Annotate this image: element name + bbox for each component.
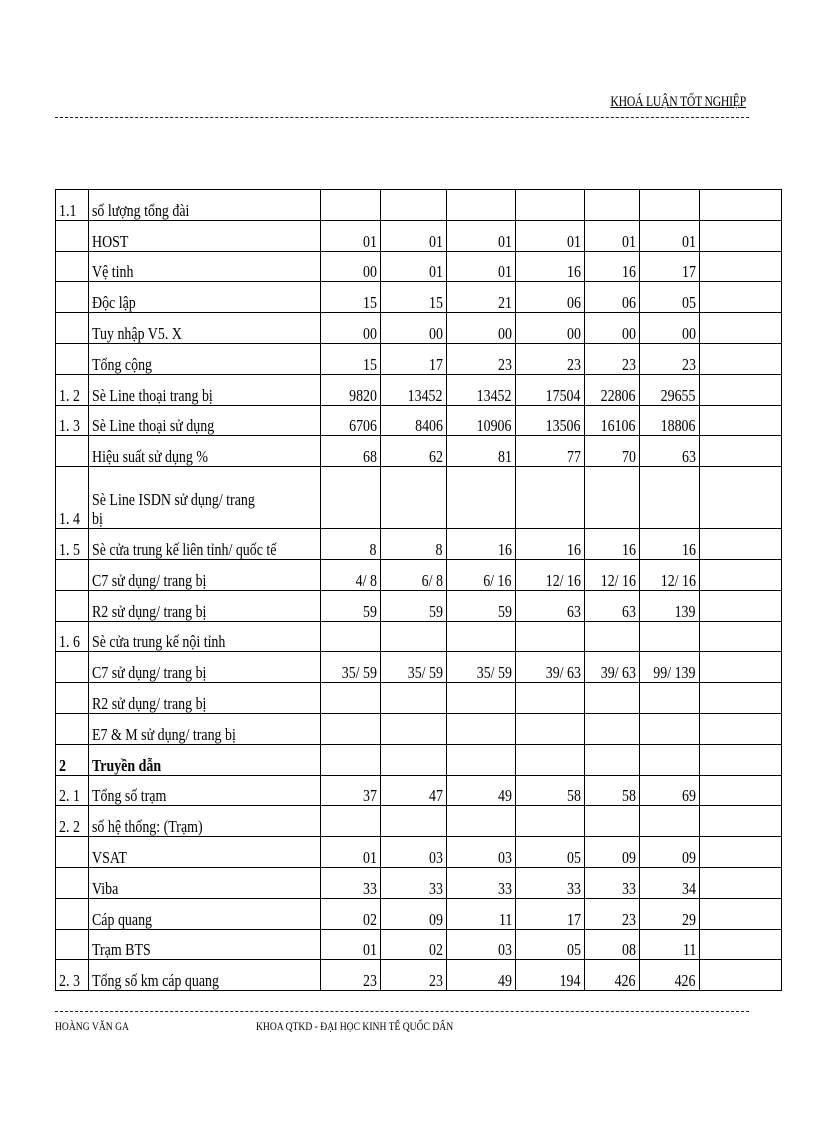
row-index: 2. 2 [56, 806, 89, 837]
empty-cell [699, 960, 781, 991]
table-row [56, 621, 782, 652]
value-cell: 17 [639, 251, 699, 282]
empty-cell [699, 405, 781, 436]
value-cell: 03 [446, 929, 515, 960]
row-index [56, 436, 89, 467]
value-cell: 11 [639, 929, 699, 960]
value-cell [380, 190, 446, 221]
table-row [56, 867, 782, 898]
empty-cell [699, 436, 781, 467]
table-row [56, 806, 782, 837]
row-index [56, 683, 89, 714]
value-cell [584, 744, 639, 775]
value-cell [515, 744, 584, 775]
empty-cell [699, 837, 781, 868]
value-cell [380, 806, 446, 837]
empty-cell [699, 467, 781, 529]
row-label: E7 & M sử dụng/ trang bị [89, 713, 321, 744]
value-cell: 05 [515, 929, 584, 960]
value-cell [320, 744, 380, 775]
value-cell [515, 621, 584, 652]
row-index: 1.1 [56, 190, 89, 221]
value-cell: 21 [446, 282, 515, 313]
value-cell: 81 [446, 436, 515, 467]
table-row [56, 744, 782, 775]
value-cell: 17504 [515, 374, 584, 405]
value-cell: 06 [515, 282, 584, 313]
value-cell: 12/ 16 [584, 559, 639, 590]
row-index [56, 343, 89, 374]
table-row [56, 837, 782, 868]
row-index [56, 282, 89, 313]
value-cell: 05 [639, 282, 699, 313]
value-cell [515, 467, 584, 529]
value-cell: 23 [515, 343, 584, 374]
row-label: Sè cửa trung kế liên tỉnh/ quốc tế [89, 529, 321, 560]
value-cell: 9820 [320, 374, 380, 405]
table-row [56, 652, 782, 683]
value-cell: 09 [639, 837, 699, 868]
table-row [56, 713, 782, 744]
value-cell: 10906 [446, 405, 515, 436]
row-index [56, 837, 89, 868]
value-cell: 23 [380, 960, 446, 991]
value-cell: 33 [584, 867, 639, 898]
value-cell: 05 [515, 837, 584, 868]
value-cell: 35/ 59 [446, 652, 515, 683]
value-cell [639, 621, 699, 652]
value-cell: 6/ 8 [380, 559, 446, 590]
value-cell [515, 683, 584, 714]
value-cell: 8 [320, 529, 380, 560]
value-cell [320, 713, 380, 744]
value-cell: 03 [380, 837, 446, 868]
value-cell [446, 744, 515, 775]
row-label: Sè cửa trung kế nội tỉnh [89, 621, 321, 652]
value-cell [446, 806, 515, 837]
value-cell: 13506 [515, 405, 584, 436]
value-cell: 69 [639, 775, 699, 806]
value-cell: 01 [515, 220, 584, 251]
value-cell: 426 [584, 960, 639, 991]
empty-cell [699, 744, 781, 775]
value-cell: 12/ 16 [639, 559, 699, 590]
value-cell: 01 [639, 220, 699, 251]
value-cell: 00 [320, 251, 380, 282]
value-cell: 01 [320, 837, 380, 868]
row-index: 1. 2 [56, 374, 89, 405]
value-cell [639, 744, 699, 775]
value-cell [639, 467, 699, 529]
value-cell [320, 190, 380, 221]
value-cell: 33 [380, 867, 446, 898]
table-row [56, 374, 782, 405]
table-row [56, 405, 782, 436]
row-label: số lượng tổng đài [89, 190, 321, 221]
table-row [56, 529, 782, 560]
row-index: 2. 1 [56, 775, 89, 806]
footer-divider [55, 1011, 749, 1012]
value-cell [380, 713, 446, 744]
empty-cell [699, 559, 781, 590]
empty-cell [699, 343, 781, 374]
value-cell [446, 190, 515, 221]
value-cell: 15 [380, 282, 446, 313]
value-cell: 02 [320, 898, 380, 929]
row-index: 2. 3 [56, 960, 89, 991]
empty-cell [699, 806, 781, 837]
value-cell: 99/ 139 [639, 652, 699, 683]
value-cell: 16 [639, 529, 699, 560]
value-cell: 01 [320, 220, 380, 251]
row-label: Độc lập [89, 282, 321, 313]
row-label: R2 sử dụng/ trang bị [89, 683, 321, 714]
empty-cell [699, 220, 781, 251]
value-cell: 23 [584, 343, 639, 374]
row-label: số hệ thống: (Trạm) [89, 806, 321, 837]
empty-cell [699, 190, 781, 221]
row-label: Vệ tinh [89, 251, 321, 282]
value-cell: 22806 [584, 374, 639, 405]
empty-cell [699, 867, 781, 898]
value-cell: 23 [320, 960, 380, 991]
row-index: 1. 6 [56, 621, 89, 652]
empty-cell [699, 775, 781, 806]
value-cell [320, 683, 380, 714]
document-header-title: KHOÁ LUẬN TỐT NGHIỆP [610, 94, 746, 110]
table-row [56, 467, 782, 529]
value-cell [380, 744, 446, 775]
value-cell: 68 [320, 436, 380, 467]
table-row [56, 929, 782, 960]
row-index [56, 220, 89, 251]
value-cell: 01 [446, 251, 515, 282]
value-cell: 01 [446, 220, 515, 251]
value-cell: 06 [584, 282, 639, 313]
value-cell: 15 [320, 282, 380, 313]
value-cell: 39/ 63 [515, 652, 584, 683]
value-cell [380, 467, 446, 529]
row-label: Truyền dẫn [89, 744, 321, 775]
empty-cell [699, 590, 781, 621]
statistics-table [55, 189, 782, 991]
value-cell: 49 [446, 775, 515, 806]
value-cell: 34 [639, 867, 699, 898]
empty-cell [699, 251, 781, 282]
value-cell: 11 [446, 898, 515, 929]
value-cell: 70 [584, 436, 639, 467]
value-cell: 62 [380, 436, 446, 467]
table-row [56, 313, 782, 344]
value-cell: 17 [515, 898, 584, 929]
value-cell: 13452 [446, 374, 515, 405]
row-label: C7 sử dụng/ trang bị [89, 652, 321, 683]
value-cell: 58 [515, 775, 584, 806]
empty-cell [699, 713, 781, 744]
value-cell: 426 [639, 960, 699, 991]
row-index [56, 251, 89, 282]
empty-cell [699, 621, 781, 652]
value-cell [584, 190, 639, 221]
row-index [56, 929, 89, 960]
value-cell: 16 [515, 251, 584, 282]
table-row [56, 590, 782, 621]
value-cell: 6/ 16 [446, 559, 515, 590]
value-cell [320, 621, 380, 652]
value-cell [584, 683, 639, 714]
value-cell: 33 [320, 867, 380, 898]
value-cell: 16106 [584, 405, 639, 436]
value-cell: 194 [515, 960, 584, 991]
row-index: 1. 3 [56, 405, 89, 436]
footer-faculty: KHOA QTKD - ĐẠI HỌC KINH TẾ QUỐC DÂN [256, 1019, 454, 1033]
value-cell: 139 [639, 590, 699, 621]
table-row [56, 251, 782, 282]
table-row [56, 683, 782, 714]
row-index: 1. 4 [56, 467, 89, 529]
value-cell: 13452 [380, 374, 446, 405]
value-cell: 59 [380, 590, 446, 621]
row-label: Hiệu suất sử dụng % [89, 436, 321, 467]
value-cell: 29 [639, 898, 699, 929]
value-cell [584, 713, 639, 744]
value-cell: 09 [380, 898, 446, 929]
value-cell: 00 [446, 313, 515, 344]
row-index [56, 652, 89, 683]
value-cell: 59 [446, 590, 515, 621]
value-cell: 00 [584, 313, 639, 344]
table-row [56, 559, 782, 590]
value-cell: 17 [380, 343, 446, 374]
value-cell: 58 [584, 775, 639, 806]
table-row [56, 343, 782, 374]
value-cell: 35/ 59 [320, 652, 380, 683]
value-cell: 08 [584, 929, 639, 960]
value-cell: 00 [515, 313, 584, 344]
value-cell: 16 [584, 251, 639, 282]
value-cell: 00 [639, 313, 699, 344]
empty-cell [699, 313, 781, 344]
value-cell: 16 [446, 529, 515, 560]
value-cell [639, 713, 699, 744]
value-cell [446, 467, 515, 529]
value-cell: 00 [320, 313, 380, 344]
value-cell: 16 [515, 529, 584, 560]
value-cell [515, 713, 584, 744]
empty-cell [699, 374, 781, 405]
value-cell: 8 [380, 529, 446, 560]
row-label: C7 sử dụng/ trang bị [89, 559, 321, 590]
value-cell: 47 [380, 775, 446, 806]
value-cell: 6706 [320, 405, 380, 436]
value-cell: 02 [380, 929, 446, 960]
row-index: 1. 5 [56, 529, 89, 560]
table-row [56, 220, 782, 251]
row-index [56, 713, 89, 744]
value-cell: 77 [515, 436, 584, 467]
value-cell [639, 806, 699, 837]
value-cell: 4/ 8 [320, 559, 380, 590]
row-label: Tổng số km cáp quang [89, 960, 321, 991]
row-label: Tổng cộng [89, 343, 321, 374]
row-index [56, 590, 89, 621]
value-cell: 01 [584, 220, 639, 251]
value-cell: 33 [515, 867, 584, 898]
value-cell: 39/ 63 [584, 652, 639, 683]
value-cell: 01 [380, 220, 446, 251]
row-label: Tổng số trạm [89, 775, 321, 806]
empty-cell [699, 683, 781, 714]
value-cell: 37 [320, 775, 380, 806]
value-cell: 29655 [639, 374, 699, 405]
value-cell: 00 [380, 313, 446, 344]
row-label: R2 sử dụng/ trang bị [89, 590, 321, 621]
row-index [56, 313, 89, 344]
value-cell: 63 [584, 590, 639, 621]
row-index [56, 559, 89, 590]
value-cell [584, 806, 639, 837]
value-cell [380, 683, 446, 714]
row-label: Sè Line thoại trang bị [89, 374, 321, 405]
row-label: HOST [89, 220, 321, 251]
table-row [56, 898, 782, 929]
value-cell: 09 [584, 837, 639, 868]
empty-cell [699, 652, 781, 683]
value-cell [639, 683, 699, 714]
row-label: Viba [89, 867, 321, 898]
table-row [56, 282, 782, 313]
footer-author: HOÀNG VĂN GA [55, 1019, 129, 1033]
table-row [56, 960, 782, 991]
row-label: Trạm BTS [89, 929, 321, 960]
value-cell [446, 683, 515, 714]
row-index [56, 898, 89, 929]
row-label: VSAT [89, 837, 321, 868]
row-label: Cáp quang [89, 898, 321, 929]
value-cell: 49 [446, 960, 515, 991]
value-cell: 23 [639, 343, 699, 374]
row-label: Tuy nhập V5. X [89, 313, 321, 344]
table-row [56, 190, 782, 221]
value-cell: 33 [446, 867, 515, 898]
value-cell: 16 [584, 529, 639, 560]
value-cell: 8406 [380, 405, 446, 436]
value-cell: 59 [320, 590, 380, 621]
value-cell [446, 713, 515, 744]
row-index: 2 [56, 744, 89, 775]
value-cell: 15 [320, 343, 380, 374]
value-cell [515, 190, 584, 221]
value-cell [515, 806, 584, 837]
value-cell: 03 [446, 837, 515, 868]
table-row [56, 436, 782, 467]
row-label: Sè Line thoại sử dụng [89, 405, 321, 436]
value-cell [446, 621, 515, 652]
empty-cell [699, 529, 781, 560]
value-cell: 23 [446, 343, 515, 374]
value-cell [320, 806, 380, 837]
value-cell [584, 467, 639, 529]
value-cell [584, 621, 639, 652]
value-cell: 12/ 16 [515, 559, 584, 590]
empty-cell [699, 282, 781, 313]
value-cell: 01 [380, 251, 446, 282]
empty-cell [699, 898, 781, 929]
row-label: Sè Line ISDN sử dụng/ trang bị [89, 467, 321, 529]
value-cell: 23 [584, 898, 639, 929]
value-cell [639, 190, 699, 221]
value-cell: 35/ 59 [380, 652, 446, 683]
header-divider [55, 117, 749, 118]
value-cell: 63 [639, 436, 699, 467]
value-cell: 01 [320, 929, 380, 960]
empty-cell [699, 929, 781, 960]
value-cell: 18806 [639, 405, 699, 436]
value-cell [320, 467, 380, 529]
value-cell [380, 621, 446, 652]
row-index [56, 867, 89, 898]
table-row [56, 775, 782, 806]
value-cell: 63 [515, 590, 584, 621]
